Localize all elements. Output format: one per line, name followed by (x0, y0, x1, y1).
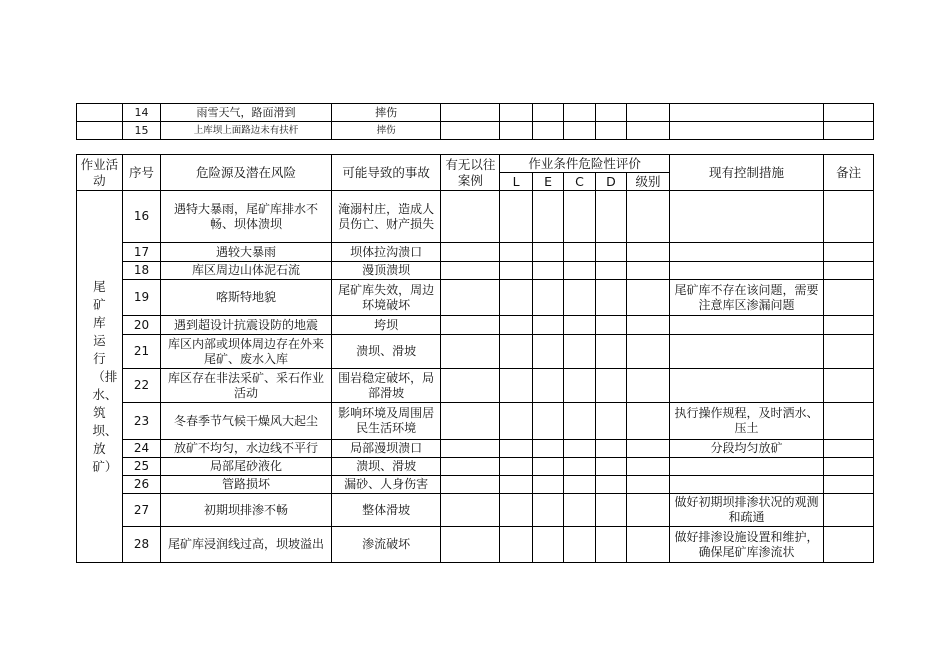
row-no: 20 (122, 316, 161, 335)
row-D (595, 262, 626, 280)
row-D (595, 494, 626, 527)
row-remark (824, 262, 874, 280)
risk-assessment-table (76, 154, 874, 563)
header-row (77, 155, 874, 173)
row-D (595, 527, 626, 563)
row-accident: 尾矿库失效，周边环境破坏 (331, 280, 441, 316)
table-row (77, 122, 874, 140)
row-remark (824, 476, 874, 494)
continued-table (76, 103, 874, 140)
table-row (77, 335, 874, 369)
row-hazard: 遇到超设计抗震设防的地震 (161, 316, 332, 335)
row-level (627, 458, 670, 476)
row-no: 19 (122, 280, 161, 316)
row-control (669, 335, 823, 369)
row-hazard: 尾矿库浸润线过高，坝坡溢出 (161, 527, 332, 563)
row-D (595, 191, 626, 243)
row-no: 28 (122, 527, 161, 563)
table-row (77, 262, 874, 280)
activity-label: 尾矿库运行（排水、筑坝、放矿） (92, 278, 118, 474)
row-C (564, 262, 595, 280)
header-hazard: 危险源及潜在风险 (161, 155, 332, 191)
header-C: C (564, 173, 595, 191)
row-remark (824, 440, 874, 458)
row-cases (441, 476, 500, 494)
row-hazard: 库区内部或坝体周边存在外来尾矿、废水入库 (161, 335, 332, 369)
row-hazard: 库区周边山体泥石流 (161, 262, 332, 280)
row-C (564, 280, 595, 316)
row-no: 27 (122, 494, 161, 527)
row-control (669, 316, 823, 335)
row-cases (441, 316, 500, 335)
row-E (532, 316, 563, 335)
row-no: 26 (122, 476, 161, 494)
row-hazard: 放矿不均匀，水边线不平行 (161, 440, 332, 458)
row-accident: 漫顶溃坝 (331, 262, 441, 280)
row-level (627, 527, 670, 563)
row-accident: 溃坝、滑坡 (331, 458, 441, 476)
row-level (627, 243, 670, 262)
row-C (564, 403, 595, 440)
row-accident: 坝体拉沟溃口 (331, 243, 441, 262)
row-L (500, 280, 532, 316)
row-E (532, 335, 563, 369)
header-no: 序号 (122, 155, 161, 191)
row-remark (824, 527, 874, 563)
row-cases (441, 440, 500, 458)
row-cases (441, 458, 500, 476)
row-accident: 局部漫坝溃口 (331, 440, 441, 458)
row-control (669, 458, 823, 476)
table-row (77, 191, 874, 243)
row-D (595, 335, 626, 369)
row-remark (824, 280, 874, 316)
row-control (669, 369, 823, 403)
row-E (532, 191, 563, 243)
row-remark (824, 191, 874, 243)
row-no: 15 (122, 122, 161, 140)
row-level (627, 191, 670, 243)
header-level: 级别 (627, 173, 670, 191)
row-C (564, 316, 595, 335)
row-C (564, 440, 595, 458)
table-row (77, 403, 874, 440)
row-control (669, 191, 823, 243)
row-hazard: 初期坝排渗不畅 (161, 494, 332, 527)
row-L (500, 369, 532, 403)
row-no: 21 (122, 335, 161, 369)
row-remark (824, 369, 874, 403)
table-row (77, 316, 874, 335)
row-cases (441, 494, 500, 527)
row-E (532, 458, 563, 476)
row-cases (441, 527, 500, 563)
row-L (500, 316, 532, 335)
row-D (595, 403, 626, 440)
row-remark (824, 403, 874, 440)
row-C (564, 191, 595, 243)
row-cases (441, 403, 500, 440)
row-L (500, 262, 532, 280)
row-level (627, 316, 670, 335)
row-L (500, 191, 532, 243)
row-cases (441, 369, 500, 403)
row-D (595, 369, 626, 403)
row-D (595, 476, 626, 494)
table-row (77, 494, 874, 527)
row-E (532, 403, 563, 440)
row-no: 24 (122, 440, 161, 458)
table-row (77, 458, 874, 476)
row-accident: 淹溺村庄，造成人员伤亡、财产损失 (331, 191, 441, 243)
row-E (532, 440, 563, 458)
row-no: 17 (122, 243, 161, 262)
row-hazard: 管路损坏 (161, 476, 332, 494)
row-hazard: 上库坝上面路边未有扶杆 (161, 122, 332, 140)
row-L (500, 527, 532, 563)
row-level (627, 440, 670, 458)
row-accident: 影响环境及周围居民生活环境 (331, 403, 441, 440)
row-level (627, 280, 670, 316)
header-control: 现有控制措施 (669, 155, 823, 191)
row-E (532, 280, 563, 316)
row-hazard: 雨雪天气，路面滑到 (161, 104, 332, 122)
row-E (532, 243, 563, 262)
row-C (564, 527, 595, 563)
table-row (77, 369, 874, 403)
row-E (532, 476, 563, 494)
row-accident: 渗流破坏 (331, 527, 441, 563)
table-row (77, 440, 874, 458)
row-accident: 溃坝、滑坡 (331, 335, 441, 369)
row-accident: 摔伤 (331, 122, 441, 140)
table-row (77, 280, 874, 316)
row-remark (824, 316, 874, 335)
row-cases (441, 280, 500, 316)
row-accident: 整体滑坡 (331, 494, 441, 527)
row-hazard: 库区存在非法采矿、采石作业活动 (161, 369, 332, 403)
row-hazard: 喀斯特地貌 (161, 280, 332, 316)
row-L (500, 476, 532, 494)
row-D (595, 316, 626, 335)
header-accident: 可能导致的事故 (331, 155, 441, 191)
row-D (595, 280, 626, 316)
row-level (627, 369, 670, 403)
header-activity: 作业活动 (77, 155, 123, 191)
row-control: 执行操作规程，及时洒水、压土 (669, 403, 823, 440)
row-accident: 摔伤 (331, 104, 441, 122)
header-L: L (500, 173, 532, 191)
row-hazard: 遇特大暴雨，尾矿库排水不畅、坝体溃坝 (161, 191, 332, 243)
row-cases (441, 243, 500, 262)
row-control: 分段均匀放矿 (669, 440, 823, 458)
row-hazard: 遇较大暴雨 (161, 243, 332, 262)
row-D (595, 243, 626, 262)
row-cases (441, 191, 500, 243)
row-hazard: 局部尾砂液化 (161, 458, 332, 476)
row-no: 23 (122, 403, 161, 440)
row-remark (824, 243, 874, 262)
row-level (627, 335, 670, 369)
table-row (77, 527, 874, 563)
row-L (500, 335, 532, 369)
row-C (564, 243, 595, 262)
row-L (500, 458, 532, 476)
row-accident: 垮坝 (331, 316, 441, 335)
row-cases (441, 335, 500, 369)
row-cases (441, 262, 500, 280)
activity-cell (77, 191, 123, 563)
row-control (669, 476, 823, 494)
header-D: D (595, 173, 626, 191)
row-level (627, 403, 670, 440)
row-level (627, 476, 670, 494)
row-C (564, 494, 595, 527)
row-L (500, 440, 532, 458)
table-row (77, 104, 874, 122)
row-E (532, 527, 563, 563)
row-remark (824, 335, 874, 369)
row-C (564, 335, 595, 369)
header-eval: 作业条件危险性评价 (500, 155, 670, 173)
row-accident: 漏砂、人身伤害 (331, 476, 441, 494)
table-row (77, 243, 874, 262)
row-no: 18 (122, 262, 161, 280)
row-E (532, 262, 563, 280)
table-row (77, 476, 874, 494)
row-E (532, 369, 563, 403)
row-no: 16 (122, 191, 161, 243)
row-no: 25 (122, 458, 161, 476)
row-level (627, 494, 670, 527)
row-hazard: 冬春季节气候干燥风大起尘 (161, 403, 332, 440)
row-control (669, 243, 823, 262)
row-L (500, 494, 532, 527)
header-E: E (532, 173, 563, 191)
row-C (564, 369, 595, 403)
row-D (595, 458, 626, 476)
row-C (564, 458, 595, 476)
row-control: 做好初期坝排渗状况的观测和疏通 (669, 494, 823, 527)
row-accident: 围岩稳定破坏，局部滑坡 (331, 369, 441, 403)
row-C (564, 476, 595, 494)
header-cases: 有无以往案例 (441, 155, 500, 191)
row-remark (824, 494, 874, 527)
row-no: 14 (122, 104, 161, 122)
row-remark (824, 458, 874, 476)
row-control: 做好排渗设施设置和维护，确保尾矿库渗流状 (669, 527, 823, 563)
row-L (500, 403, 532, 440)
row-E (532, 494, 563, 527)
row-control (669, 262, 823, 280)
header-remark: 备注 (824, 155, 874, 191)
row-control: 尾矿库不存在该问题，需要注意库区渗漏问题 (669, 280, 823, 316)
row-level (627, 262, 670, 280)
row-L (500, 243, 532, 262)
row-no: 22 (122, 369, 161, 403)
row-D (595, 440, 626, 458)
